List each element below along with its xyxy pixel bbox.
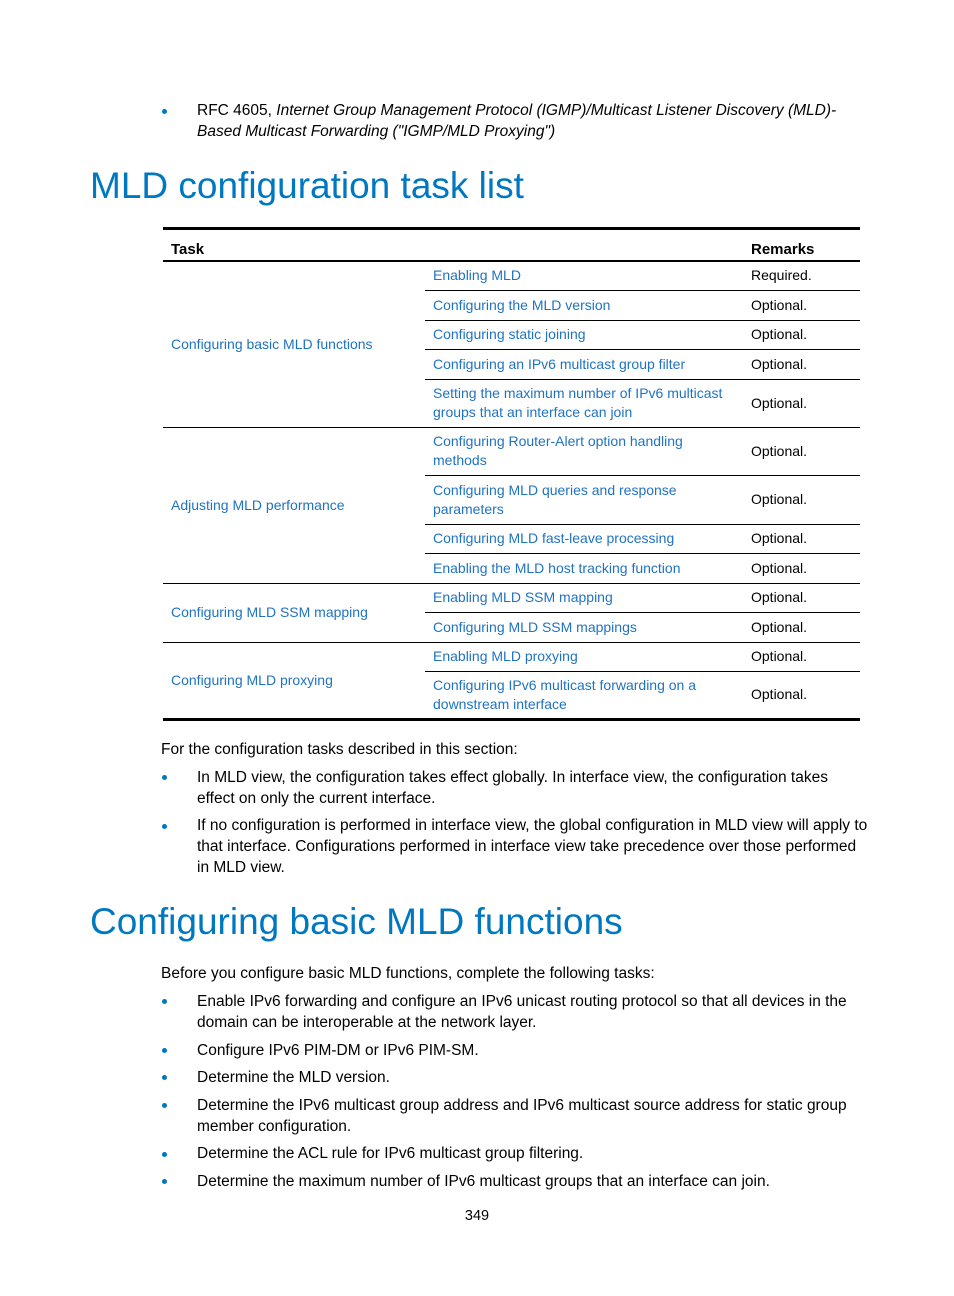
config-intro: For the configuration tasks described in this section: — [161, 741, 518, 758]
task-table — [163, 227, 860, 721]
bullet-icon — [162, 775, 167, 780]
remark: Optional. — [743, 642, 860, 671]
task-link[interactable]: Configuring IPv6 multicast forwarding on a downstream interface — [433, 676, 697, 712]
group-link-performance[interactable]: Adjusting MLD performance — [163, 427, 425, 583]
task-link[interactable]: Configuring MLD SSM mappings — [425, 612, 743, 642]
remark: Optional. — [743, 612, 860, 642]
task-link[interactable]: Configuring the MLD version — [425, 290, 743, 320]
list-item: In MLD view, the configuration takes effect globally. In interface view, the configuration takes effect on only the current interface. — [197, 769, 828, 807]
bullet-icon — [162, 1103, 167, 1108]
task-link[interactable]: Configuring an IPv6 multicast group filter — [425, 349, 743, 379]
header-task: Task — [163, 229, 743, 262]
task-link[interactable]: Enabling MLD SSM mapping — [425, 583, 743, 612]
section-title-task-list: MLD configuration task list — [90, 165, 524, 206]
remark: Required. — [743, 261, 860, 290]
bullet-icon — [162, 1048, 167, 1053]
remark: Optional. — [743, 553, 860, 583]
bullet-icon — [162, 1179, 167, 1184]
list-item: Determine the ACL rule for IPv6 multicast group filtering. — [197, 1145, 584, 1162]
task-link[interactable]: Enabling the MLD host tracking function — [425, 553, 743, 583]
page-number: 349 — [464, 1208, 490, 1224]
remark: Optional. — [743, 524, 860, 553]
group-link-basic[interactable]: Configuring basic MLD functions — [163, 261, 425, 427]
task-link[interactable]: Configuring MLD queries and response parameters — [425, 475, 743, 524]
section-title-basic-functions: Configuring basic MLD functions — [90, 901, 623, 942]
group-link-proxying[interactable]: Configuring MLD proxying — [163, 642, 425, 719]
remark: Optional. — [743, 427, 860, 475]
bullet-icon — [162, 1152, 167, 1157]
bullet-icon — [162, 1075, 167, 1080]
rfc-reference: RFC 4605, Internet Group Management Protocol (IGMP)/Multicast Listener Discovery (MLD)-Based Multicast Forwarding ("IGMP/MLD Proxying") — [197, 102, 837, 140]
task-link[interactable]: Configuring Router-Alert option handling methods — [425, 427, 743, 475]
remark: Optional. — [751, 686, 808, 702]
remark: Optional. — [743, 379, 860, 427]
remark: Optional. — [743, 320, 860, 349]
remark: Optional. — [743, 583, 860, 612]
header-remarks: Remarks — [743, 229, 860, 262]
task-link[interactable]: Enabling MLD proxying — [425, 642, 743, 671]
list-item: Determine the IPv6 multicast group address and IPv6 multicast source address for static group member configuration. — [197, 1097, 847, 1135]
task-link[interactable]: Setting the maximum number of IPv6 multicast groups that an interface can join — [425, 379, 743, 427]
task-link[interactable]: Enabling MLD — [425, 261, 743, 290]
bullet-icon — [162, 109, 167, 114]
task-link[interactable]: Configuring MLD fast-leave processing — [425, 524, 743, 553]
remark: Optional. — [743, 290, 860, 320]
bullet-icon — [162, 824, 167, 829]
bullet-icon — [162, 999, 167, 1004]
list-item: Enable IPv6 forwarding and configure an IPv6 unicast routing protocol so that all devices in the domain can be interoperable at the network layer. — [197, 993, 847, 1031]
list-item: Determine the MLD version. — [197, 1069, 390, 1086]
list-item: Determine the maximum number of IPv6 multicast groups that an interface can join. — [197, 1173, 770, 1190]
list-item: If no configuration is performed in interface view, the global configuration in MLD view will apply to that interface. Configurations performed in interface view take precedence over those performed in MLD view. — [197, 817, 868, 876]
list-item: Configure IPv6 PIM-DM or IPv6 PIM-SM. — [197, 1042, 479, 1059]
remark: Optional. — [743, 349, 860, 379]
group-link-ssm[interactable]: Configuring MLD SSM mapping — [163, 583, 425, 642]
prereq-intro: Before you configure basic MLD functions, complete the following tasks: — [161, 965, 655, 982]
remark: Optional. — [743, 475, 860, 524]
task-link[interactable]: Configuring static joining — [425, 320, 743, 349]
